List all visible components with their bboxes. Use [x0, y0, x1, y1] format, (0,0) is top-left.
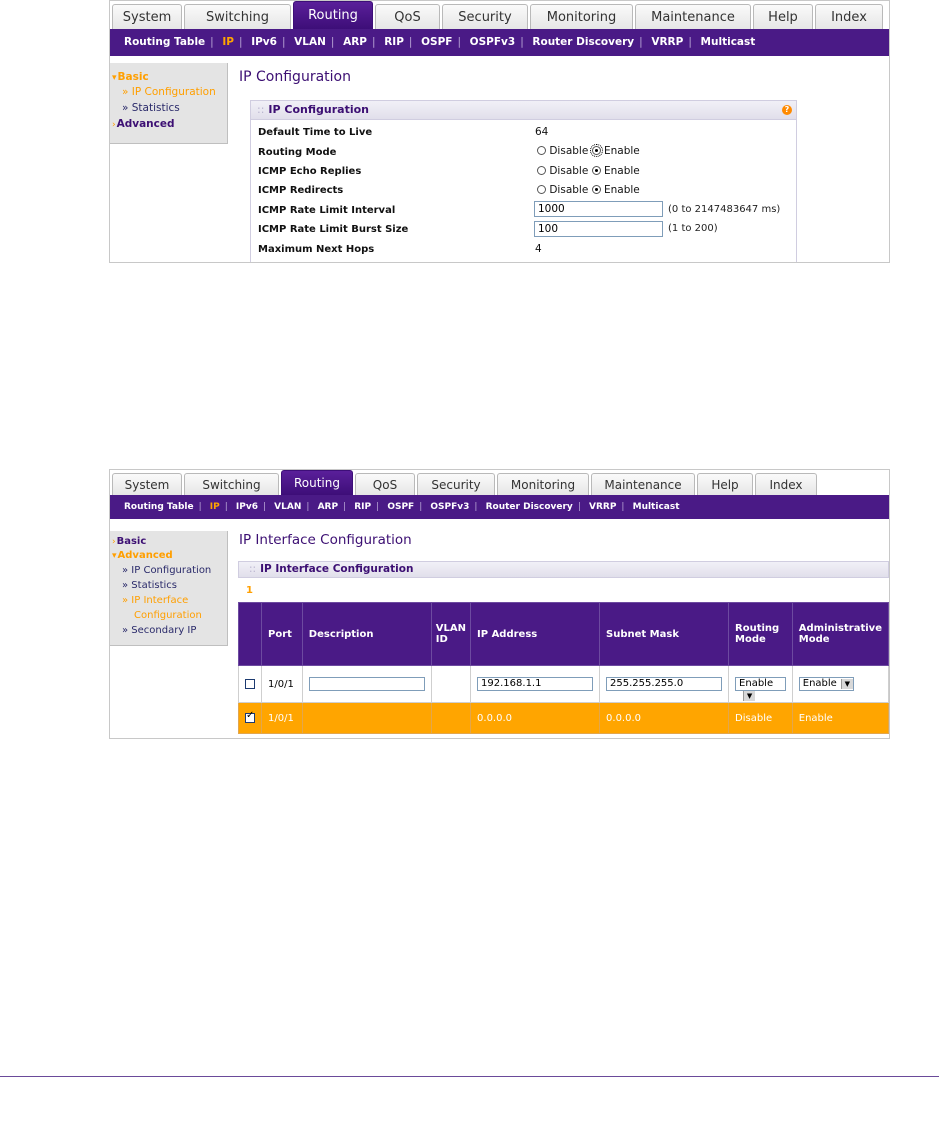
routing-mode-label: Routing Mode [258, 147, 337, 158]
nav-basic[interactable]: ›Basic [112, 536, 147, 547]
icmp-redirects-disable-radio[interactable] [537, 185, 546, 194]
subnav-arp[interactable]: ARP [343, 36, 368, 48]
tab-security[interactable]: Security [442, 4, 528, 29]
col-ip-address: IP Address [471, 603, 600, 666]
chevron-down-icon: ▼ [841, 679, 853, 689]
col-routing-mode: Routing Mode [729, 603, 793, 666]
rate-interval-input[interactable]: 1000 [534, 201, 663, 217]
subnav-ospf[interactable]: OSPF [421, 36, 453, 48]
subnet-mask-cell [600, 666, 729, 703]
tab-security[interactable]: Security [417, 473, 495, 495]
page-title: IP Interface Configuration [239, 532, 412, 548]
page-title: IP Configuration [239, 69, 351, 85]
subnav-rip[interactable]: RIP [354, 502, 372, 512]
col-select [239, 603, 262, 666]
tab-qos[interactable]: QoS [355, 473, 415, 495]
subnet-mask-cell: 0.0.0.0 [600, 703, 729, 734]
tab-index[interactable]: Index [755, 473, 817, 495]
icmp-redirects-enable-radio[interactable] [592, 185, 601, 194]
subnav-rip[interactable]: RIP [384, 36, 404, 48]
description-cell [302, 666, 431, 703]
routing-mode-cell [729, 666, 793, 703]
main-tab-bar [110, 470, 889, 495]
subnav-multicast[interactable]: Multicast [632, 502, 680, 512]
subnav-routing-table[interactable]: Routing Table [124, 36, 206, 48]
subnav-ip[interactable]: IP [209, 502, 220, 512]
col-port: Port [262, 603, 303, 666]
subnav-ospf[interactable]: OSPF [387, 502, 415, 512]
subnet-mask-input[interactable]: 255.255.255.0 [606, 677, 722, 691]
nav-ip-configuration[interactable]: » IP Configuration [122, 86, 216, 98]
chevron-down-icon: ▾ [112, 551, 117, 561]
tab-routing[interactable]: Routing [281, 470, 353, 495]
rate-interval-label: ICMP Rate Limit Interval [258, 205, 396, 216]
icmp-echo-disable-radio[interactable] [537, 166, 546, 175]
main-tab-bar [110, 1, 889, 29]
tab-index[interactable]: Index [815, 4, 883, 29]
drag-handle-icon: :: [249, 563, 257, 575]
panel-header: :: IP Interface Configuration [238, 561, 889, 578]
icmp-echo-enable-radio[interactable] [592, 166, 601, 175]
col-subnet-mask: Subnet Mask [600, 603, 729, 666]
subnav-ospfv3[interactable]: OSPFv3 [469, 36, 516, 48]
routing-mode-enable-radio[interactable] [592, 146, 601, 155]
description-input[interactable] [309, 677, 425, 691]
tab-maintenance[interactable]: Maintenance [591, 473, 695, 495]
routing-subnav: Routing Table | IP | IPv6 | VLAN | ARP | RIP | OSPF | OSPFv3 | Router Discovery | VRRP | Multicast [110, 29, 889, 56]
subnav-vlan[interactable]: VLAN [294, 36, 326, 48]
routing-mode-select[interactable]: Enable▼ [735, 677, 786, 691]
tab-switching[interactable]: Switching [184, 4, 291, 29]
tab-maintenance[interactable]: Maintenance [635, 4, 751, 29]
ip-address-cell: 0.0.0.0 [471, 703, 600, 734]
ip-address-input[interactable]: 192.168.1.1 [477, 677, 593, 691]
icmp-redirects-radios: Disable Enable [537, 184, 640, 196]
routing-mode-cell: Disable [729, 703, 793, 734]
table-header-row [239, 603, 889, 666]
table-row[interactable] [239, 703, 889, 734]
burst-size-input[interactable]: 100 [534, 221, 663, 237]
subnav-routing-table[interactable]: Routing Table [124, 502, 194, 512]
chevron-right-icon: › [112, 120, 116, 130]
tab-help[interactable]: Help [697, 473, 753, 495]
col-vlan-id: VLAN ID [431, 603, 470, 666]
nav-secondary-ip[interactable]: » Secondary IP [122, 625, 197, 636]
routing-mode-disable-radio[interactable] [537, 146, 546, 155]
subnav-ip[interactable]: IP [222, 36, 234, 48]
burst-size-hint: (1 to 200) [668, 223, 718, 234]
max-hops-label: Maximum Next Hops [258, 244, 375, 255]
subnav-ospfv3[interactable]: OSPFv3 [430, 502, 470, 512]
tab-monitoring[interactable]: Monitoring [497, 473, 589, 495]
burst-size-label: ICMP Rate Limit Burst Size [258, 224, 409, 235]
vlan-id-cell [431, 703, 470, 734]
nav-ip-interface-configuration-line2[interactable]: Configuration [134, 610, 202, 621]
left-nav [110, 531, 228, 646]
ip-interface-table [238, 602, 889, 734]
chevron-down-icon: ▼ [743, 691, 755, 701]
tab-help[interactable]: Help [753, 4, 813, 29]
routing-subnav: Routing Table | IP | IPv6 | VLAN | ARP | RIP | OSPF | OSPFv3 | Router Discovery | VRRP | Multicast [110, 495, 889, 519]
description-cell [302, 703, 431, 734]
tab-system[interactable]: System [112, 4, 182, 29]
chevron-down-icon: ▾ [112, 73, 117, 83]
subnav-vlan[interactable]: VLAN [274, 502, 302, 512]
drag-handle-icon: :: [257, 103, 265, 116]
row-checkbox[interactable] [245, 713, 255, 723]
nav-statistics[interactable]: » Statistics [122, 102, 180, 114]
col-administrative-mode: Administrative Mode [792, 603, 888, 666]
admin-mode-select[interactable]: Enable ▼ [799, 677, 854, 691]
subnav-vrrp[interactable]: VRRP [589, 502, 617, 512]
tab-routing[interactable]: Routing [293, 1, 373, 29]
table-row-edit [239, 666, 889, 703]
ip-address-cell [471, 666, 600, 703]
page-footer-rule [0, 1076, 939, 1077]
port-cell: 1/0/1 [262, 666, 303, 703]
subnav-multicast[interactable]: Multicast [700, 36, 756, 48]
vlan-id-cell [431, 666, 470, 703]
nav-ip-interface-configuration[interactable]: » IP Interface [122, 595, 189, 606]
max-hops-value: 4 [535, 243, 542, 255]
subnav-ipv6[interactable]: IPv6 [251, 36, 277, 48]
admin-mode-cell: Enable [792, 703, 888, 734]
ttl-label: Default Time to Live [258, 127, 373, 138]
tab-qos[interactable]: QoS [375, 4, 440, 29]
nav-advanced[interactable]: ▾Advanced [112, 550, 173, 561]
row-select-cell [239, 703, 262, 734]
page-number[interactable]: 1 [246, 585, 253, 596]
subnav-router-discovery[interactable]: Router Discovery [532, 36, 635, 48]
row-select-cell [239, 666, 262, 703]
rate-interval-hint: (0 to 2147483647 ms) [668, 204, 781, 215]
ip-configuration-screenshot [109, 0, 890, 263]
left-nav [110, 63, 228, 144]
nav-statistics[interactable]: » Statistics [122, 580, 178, 591]
icmp-redirects-label: ICMP Redirects [258, 185, 344, 196]
subnav-arp[interactable]: ARP [317, 502, 339, 512]
tab-system[interactable]: System [112, 473, 182, 495]
help-icon[interactable]: ? [782, 105, 792, 115]
admin-mode-cell [792, 666, 888, 703]
row-checkbox[interactable] [245, 679, 255, 689]
subnav-vrrp[interactable]: VRRP [651, 36, 684, 48]
tab-monitoring[interactable]: Monitoring [530, 4, 633, 29]
ip-interface-configuration-screenshot [109, 469, 890, 739]
panel-header: :: IP Configuration [250, 100, 797, 120]
nav-basic[interactable]: ▾Basic [112, 71, 149, 83]
icmp-echo-label: ICMP Echo Replies [258, 166, 362, 177]
col-description: Description [302, 603, 431, 666]
ttl-value: 64 [535, 126, 549, 138]
nav-ip-configuration[interactable]: » IP Configuration [122, 565, 212, 576]
icmp-echo-radios: Disable Enable [537, 165, 640, 177]
nav-advanced[interactable]: ›Advanced [112, 118, 175, 130]
port-cell: 1/0/1 [262, 703, 303, 734]
routing-mode-radios: Disable Enable [537, 145, 640, 157]
tab-switching[interactable]: Switching [184, 473, 279, 495]
subnav-router-discovery[interactable]: Router Discovery [485, 502, 573, 512]
subnav-ipv6[interactable]: IPv6 [235, 502, 258, 512]
chevron-right-icon: › [112, 537, 116, 547]
